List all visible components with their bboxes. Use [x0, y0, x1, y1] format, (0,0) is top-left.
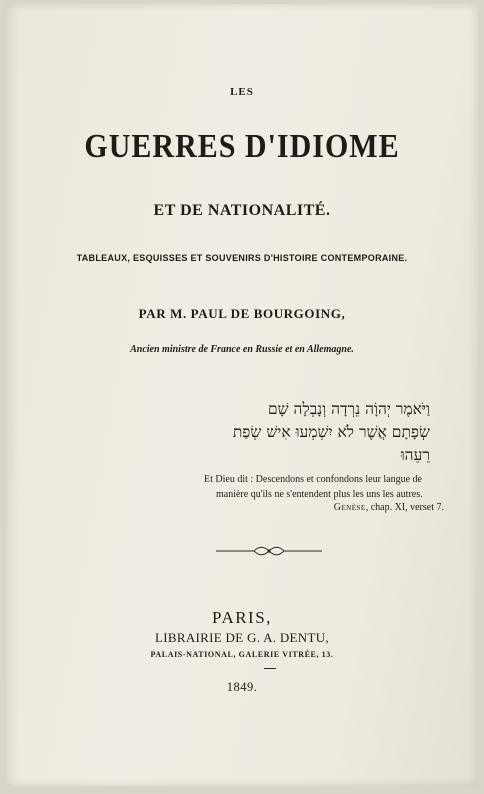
author-role: Ancien ministre de France en Russie et en Allemagne. — [130, 344, 354, 355]
book-subtitle: ET DE NATIONALITÉ. — [153, 202, 331, 219]
hebrew-line: רֵעֵהוּ — [400, 446, 430, 464]
hebrew-line: וַיֹּאמֶר יְהוָֹה נֵרְדָה וְנָבְלָה שָׁם — [267, 400, 430, 418]
reference-chapter: , chap. XI, verset 7. — [365, 502, 444, 513]
reference-book: Genèse — [333, 502, 366, 513]
french-epigraph — [204, 472, 444, 502]
ornament-rule-icon — [216, 544, 322, 558]
hebrew-line: שְׂפָתָם אֲשֶׁר לֹא יִשְׁמְעוּ אִישׁ שְׂפַת — [232, 423, 430, 441]
imprint-year: 1849. — [226, 680, 258, 694]
imprint-address: PALAIS-NATIONAL, GALERIE VITRÉE, 13. — [150, 650, 334, 659]
divider — [264, 668, 276, 669]
book-description: TABLEAUX, ESQUISSES ET SOUVENIRS D'HISTOIRE CONTEMPORAINE. — [76, 253, 408, 264]
title-page — [6, 4, 478, 786]
book-title: GUERRES D'IDIOME — [84, 127, 400, 165]
epigraph-reference — [6, 502, 444, 513]
epigraph-line: manière qu'ils ne s'entendent plus les uns les autres. — [216, 489, 423, 500]
les-heading: LES — [230, 86, 254, 98]
imprint-publisher: LIBRAIRIE DE G. A. DENTU, — [155, 630, 329, 645]
epigraph-line: Et Dieu dit : Descendons et confondons leur langue de — [204, 474, 422, 485]
imprint-city: PARIS, — [212, 608, 272, 627]
author-line: PAR M. PAUL DE BOURGOING, — [138, 306, 346, 321]
hebrew-epigraph — [200, 398, 430, 467]
